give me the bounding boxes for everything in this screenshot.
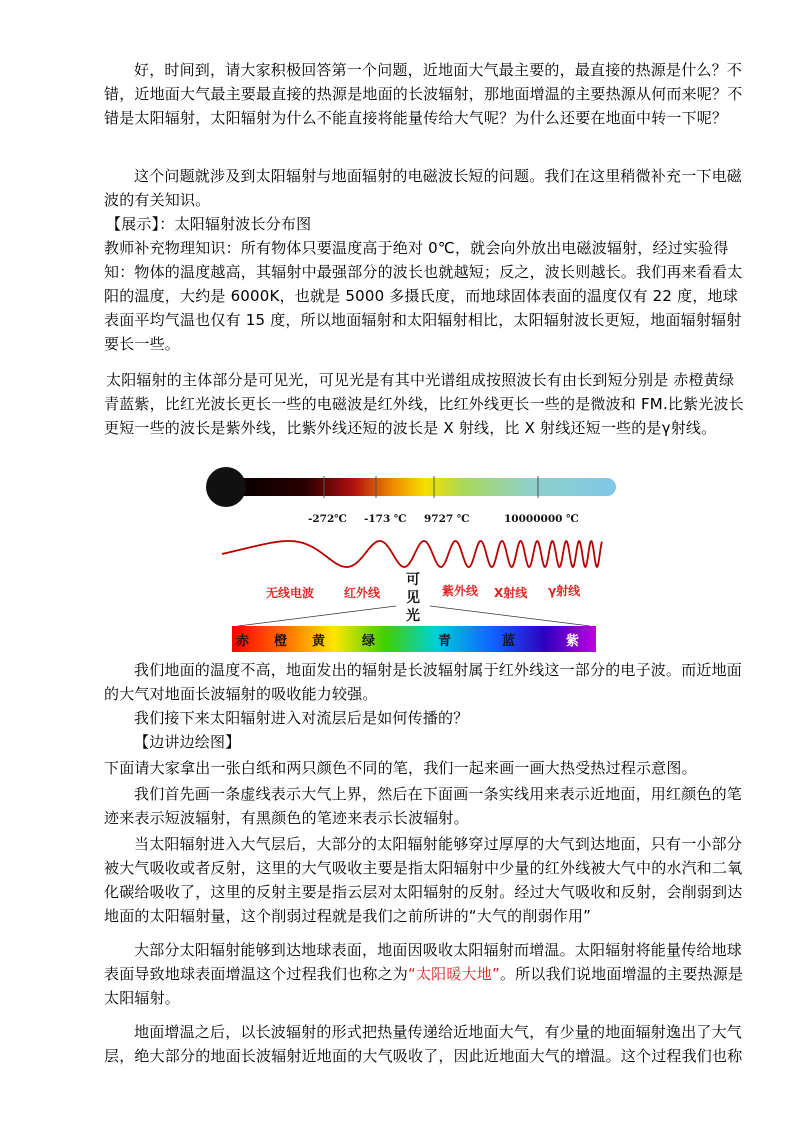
label-xray: X射线 xyxy=(494,586,528,600)
spectrum-green: 绿 xyxy=(362,634,376,649)
spectrum-orange: 橙 xyxy=(274,634,288,649)
spectrum-blue: 蓝 xyxy=(502,634,516,649)
paragraph-em-wave-intro: 这个问题就涉及到太阳辐射与地面辐射的电磁波长短的问题。我们在这里稍微补充一下电磁波的有关知识。 xyxy=(104,167,743,209)
temp-label-1: -272℃ xyxy=(308,513,347,525)
label-ultraviolet: 紫外线 xyxy=(442,584,479,598)
paragraph-question: 好，时间到，请大家积极回答第一个问题，近地面大气最主要的，最直接的热源是什么？不错，近地面大气最主要最直接的热源是地面的长波辐射，那地面增温的主要热源从何而来呢？不错是太阳辐射，太阳辐射为什么不能直接将能量传给大气呢？为什么还要在地面中转一下呢？ xyxy=(104,61,743,127)
label-visible-2: 见 xyxy=(406,590,420,606)
section-label-show: 【展示】：太阳辐射波长分布图 xyxy=(106,215,312,233)
label-visible-3: 光 xyxy=(406,608,420,624)
section-label-draw: 【边讲边绘图】 xyxy=(134,733,241,751)
label-radio-wave: 无线电波 xyxy=(266,586,315,600)
pointer-line-right xyxy=(430,606,590,626)
paragraph-physics-supplement: 教师补充物理知识：所有物体只要温度高于绝对 0℃，就会向外放出电磁波辐射，经过实验得知：物体的温度越高，其辐射中最强部分的波长也就越短；反之，波长则越长。我们再来看看太阳的温度，大约是 6000K，也就是 5000 多摄氏度，而地球固体表面的温度仅有 22 度，地球表面平均气温也仅有 15 度，所以地面辐射和太阳辐射相比，太阳辐射波长更短，地面辐射辐射要长一些。 xyxy=(104,239,743,353)
paragraph-weakening: 当太阳辐射进入大气层后，大部分的太阳辐射能够穿过厚厚的大气到达地面，只有一小部分被大气吸收或者反射，这里的大气吸收主要是指太阳辐射中少量的红外线被大气中的水汽和二氧化碳给吸收了，这里的反射主要是指云层对太阳辐射的反射。经过大气吸收和反射，会削弱到达地面的太阳辐射量，这个削弱过程就是我们之前所讲的“大气的削弱作用” xyxy=(104,835,743,925)
pointer-line-left xyxy=(238,606,396,626)
temp-label-4: 10000000 ℃ xyxy=(504,513,579,525)
solar-radiation-wavelength-figure xyxy=(198,462,618,658)
paragraph-visible-light: 太阳辐射的主体部分是可见光，可见光是有其中光谱组成按照波长有由长到短分别是 赤橙黄绿青蓝紫，比红光波长更长一些的电磁波是红外线，比红外线更长一些的是微波和 FM.比紫光波长更短一些的波长是紫外线，比紫外线还短的波长是 X 射线，比 X 射线还短一些的是γ射线。 xyxy=(104,371,744,437)
spectrum-violet: 紫 xyxy=(566,634,580,649)
paragraph-sun-warms-earth xyxy=(104,938,744,1010)
paragraph-draw-lines: 我们首先画一条虚线表示大气上界，然后在下面画一条实线用来表示近地面，用红颜色的笔迹来表示短波辐射，有黑颜色的笔迹来表示长波辐射。 xyxy=(104,785,743,827)
paragraph-ground-radiation: 我们地面的温度不高，地面发出的辐射是长波辐射属于红外线这一部分的电子波。而近地面的大气对地面长波辐射的吸收能力较强。 xyxy=(104,661,743,703)
spectrum-yellow: 黄 xyxy=(312,634,326,649)
thermometer-bar xyxy=(206,467,616,507)
text-sun-warms-quote: “太阳暖大地” xyxy=(408,965,500,983)
paragraph-ground-warms-air: 地面增温之后，以长波辐射的形式把热量传递给近地面大气，有少量的地面辐射逸出了大气层，绝大部分的地面长波辐射近地面的大气吸收了，因此近地面大气的增温。这个过程我们也称 xyxy=(104,1023,743,1065)
label-gamma: γ射线 xyxy=(548,584,581,598)
spectrum-cyan: 青 xyxy=(438,634,452,649)
electromagnetic-wave xyxy=(222,541,602,567)
text-sun-warms-a: 大部分太阳辐射能够到达地球表面，地面因吸收太阳辐射而增温。太阳辐射将能量传给地球表面导致地球表面增温这个过程我们也称之为 xyxy=(104,941,743,983)
temp-label-3: 9727 ℃ xyxy=(424,513,470,525)
label-infrared: 红外线 xyxy=(344,586,381,600)
spectrum-red: 赤 xyxy=(236,634,250,649)
temp-label-2: -173 ℃ xyxy=(364,513,407,525)
text-sun-warms-c: 。所以我们说地面增温的主要热源是太阳辐射。 xyxy=(104,965,744,1007)
label-visible-1: 可 xyxy=(406,572,420,588)
paragraph-draw-instructions: 下面请大家拿出一张白纸和两只颜色不同的笔，我们一起来画一画大热受热过程示意图。 xyxy=(104,759,697,777)
paragraph-next-question: 我们接下来太阳辐射进入对流层后是如何传播的？ xyxy=(134,709,469,727)
